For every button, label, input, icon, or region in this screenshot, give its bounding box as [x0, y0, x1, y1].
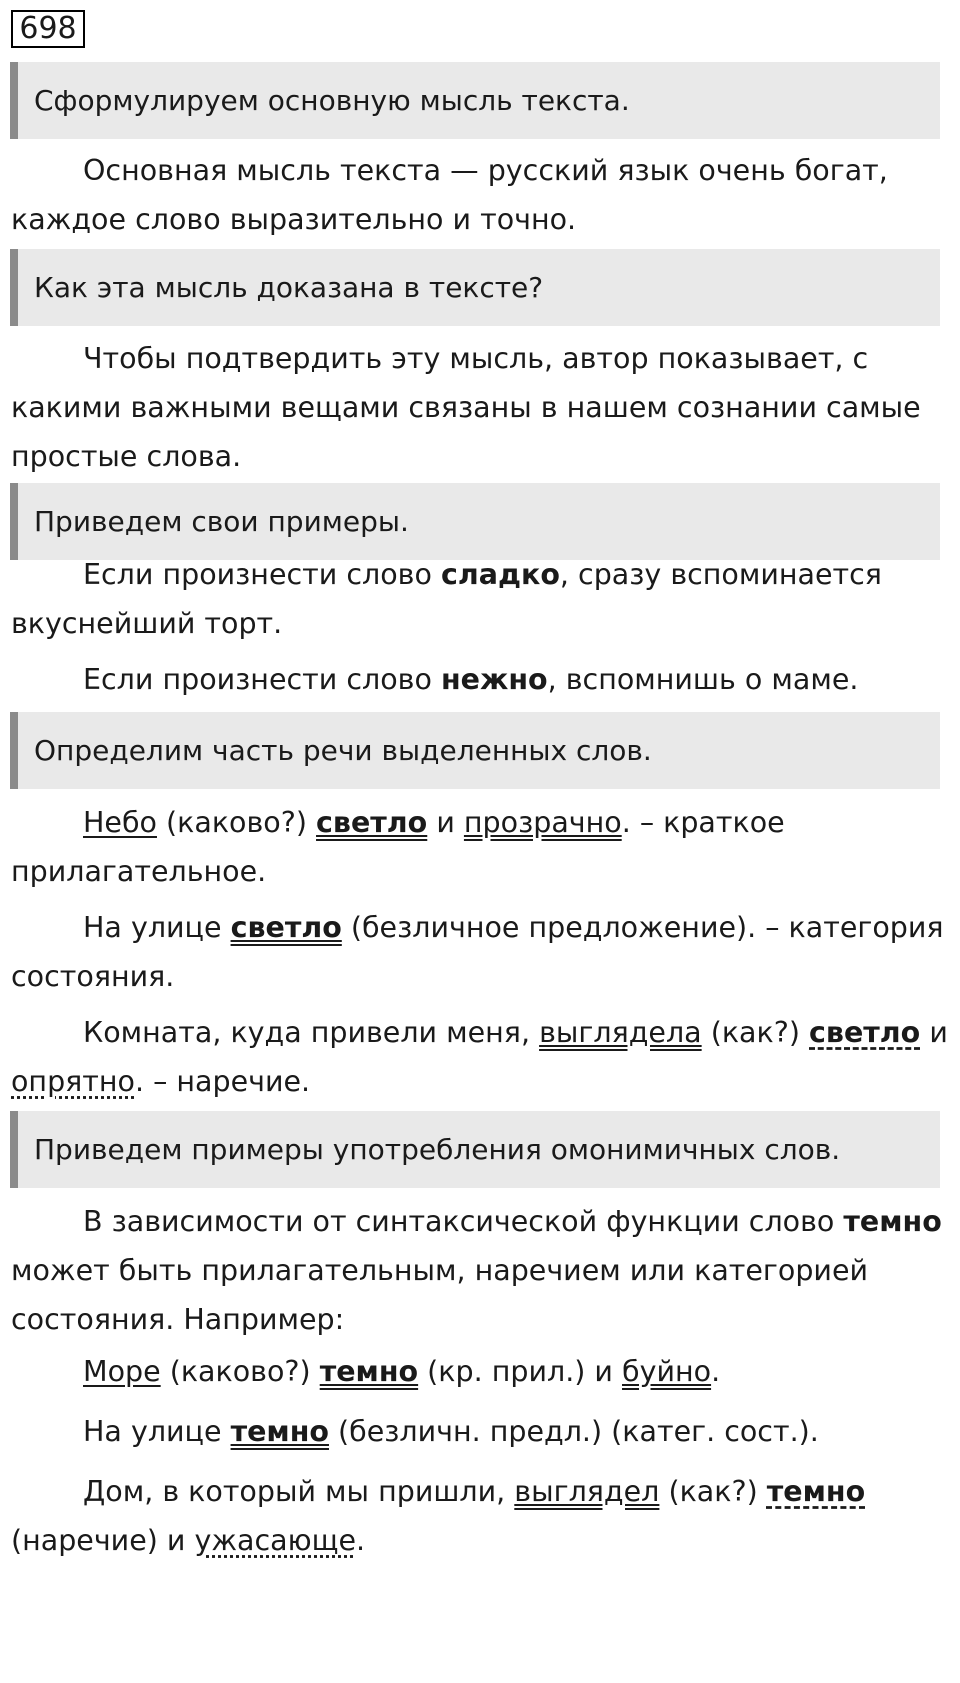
text-span: Если произнести слово — [83, 663, 441, 696]
example-gentle — [11, 655, 956, 704]
example-line: может быть прилагательным, наречием или категорией — [11, 1254, 869, 1287]
homonym-example-state — [11, 1407, 956, 1456]
example-line — [11, 1467, 956, 1516]
question-proof: Как эта мысль доказана в тексте? — [10, 249, 940, 326]
text-span: (безличн. предл.) (катег. сост.). — [328, 1415, 819, 1448]
text-span: . – наречие. — [134, 1065, 311, 1098]
example-line: состояния. — [11, 960, 175, 993]
answer-line: Основная мысль текста — русский язык очень богат, — [83, 154, 888, 187]
predicate-word: прозрачно — [463, 806, 622, 839]
example-line — [11, 655, 956, 704]
example-line — [11, 1008, 956, 1057]
text-span: На улице — [83, 911, 231, 944]
example-line: состояния. Например: — [11, 1303, 345, 1336]
text-span: В зависимости от синтаксической функции слово — [83, 1205, 844, 1238]
exercise-number: 698 — [11, 10, 85, 48]
text-span: На улице — [83, 1415, 231, 1448]
answer-line: простые слова. — [11, 440, 242, 473]
text-span: (наречие) и — [11, 1524, 195, 1557]
example-line — [11, 1407, 956, 1456]
bold-word: сладко — [440, 558, 560, 591]
predicate-word: буйно — [622, 1355, 712, 1388]
predicate-word: светло — [316, 806, 428, 839]
text-span: Комната, куда привели меня, — [83, 1016, 540, 1049]
question-part-of-speech: Определим часть речи выделенных слов. — [10, 712, 940, 789]
answer-main-idea — [11, 146, 956, 244]
text-span: (как?) — [659, 1475, 767, 1508]
text-span: Если произнести слово — [83, 558, 441, 591]
text-span: (каково?) — [160, 1355, 320, 1388]
predicate-word: светло — [230, 911, 342, 944]
question-homonyms: Приведем примеры употребления омонимичных слов. — [10, 1111, 940, 1188]
example-line: прилагательное. — [11, 855, 267, 888]
example-line — [11, 1347, 956, 1396]
text-span: Дом, в который мы пришли, — [83, 1475, 515, 1508]
question-main-idea: Сформулируем основную мысль текста. — [10, 62, 940, 139]
example-line — [11, 798, 956, 847]
answer-proof — [11, 334, 956, 481]
subject-word: Море — [83, 1355, 161, 1388]
answer-line: каждое слово выразительно и точно. — [11, 203, 577, 236]
text-span: (каково?) — [156, 806, 317, 839]
homonym-example-adverb — [11, 1467, 956, 1565]
text-span: . — [711, 1355, 721, 1388]
answer-line: Чтобы подтвердить эту мысль, автор показывает, с — [83, 342, 869, 375]
predicate-word: выглядела — [539, 1016, 702, 1049]
predicate-word: темно — [230, 1415, 329, 1448]
text-span: , сразу вспоминается — [559, 558, 882, 591]
text-span: (кр. прил.) и — [418, 1355, 623, 1388]
example-line: вкуснейший торт. — [11, 607, 283, 640]
bold-word: нежно — [440, 663, 548, 696]
adverbial-word: опрятно — [11, 1065, 135, 1098]
question-examples: Приведем свои примеры. — [10, 483, 940, 560]
pos-example-adverb — [11, 1008, 956, 1106]
predicate-word: выглядел — [514, 1475, 660, 1508]
text-span: и — [920, 1016, 948, 1049]
example-line — [11, 550, 956, 599]
text-span: (безличное предложение). – категория — [341, 911, 944, 944]
pos-example-state — [11, 903, 956, 1001]
example-sweet — [11, 550, 956, 648]
text-span: . — [356, 1524, 366, 1557]
pos-example-adjective — [11, 798, 956, 896]
example-line — [11, 1516, 956, 1565]
text-span: (как?) — [701, 1016, 810, 1049]
text-span: , вспомнишь о маме. — [547, 663, 859, 696]
adverbial-word: темно — [766, 1475, 866, 1508]
answer-line: какими важными вещами связаны в нашем сознании самые — [11, 391, 921, 424]
example-line — [11, 903, 956, 952]
predicate-word: темно — [319, 1355, 419, 1388]
adverbial-word: ужасающе — [194, 1524, 357, 1557]
homonym-example-adjective — [11, 1347, 956, 1396]
bold-word: темно — [843, 1205, 942, 1238]
example-line — [11, 1057, 956, 1106]
subject-word: Небо — [83, 806, 157, 839]
text-span: и — [427, 806, 464, 839]
example-line — [11, 1197, 956, 1246]
homonyms-intro — [11, 1197, 956, 1344]
text-span: . – краткое — [621, 806, 785, 839]
adverbial-word: светло — [809, 1016, 921, 1049]
